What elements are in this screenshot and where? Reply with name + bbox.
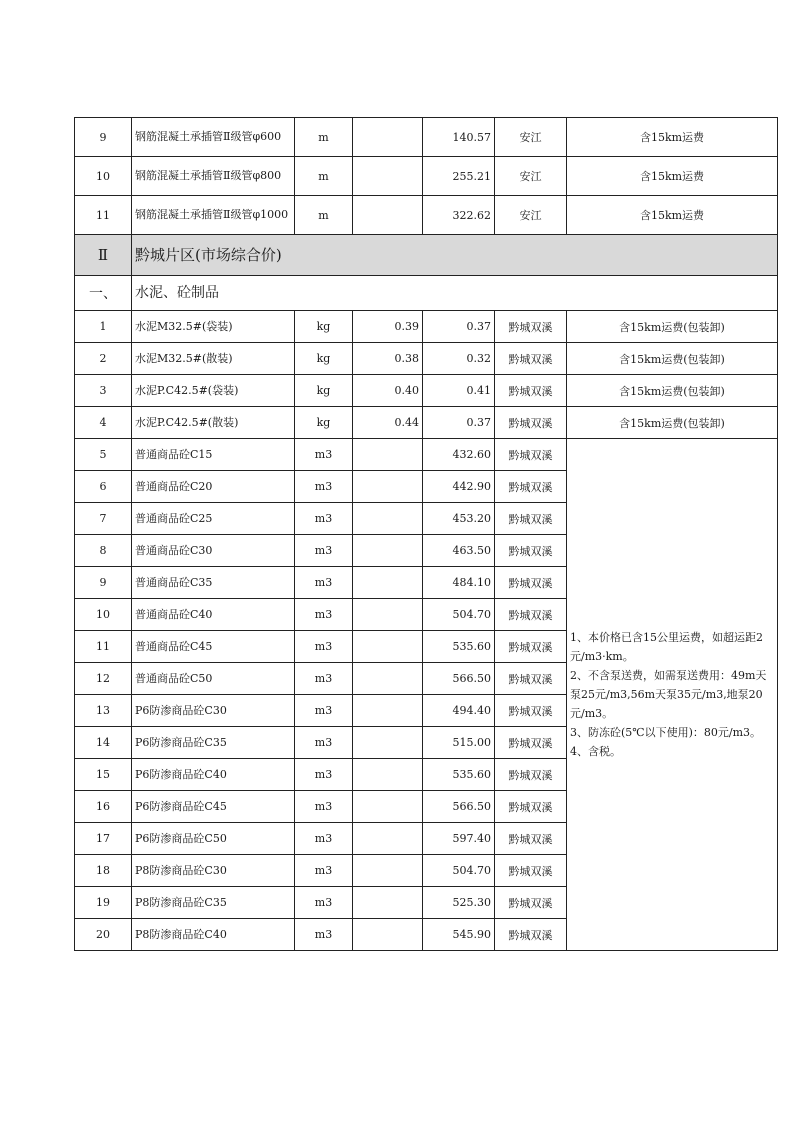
row-number: 3	[75, 375, 132, 407]
table-row	[75, 118, 778, 157]
row-number: 1	[75, 311, 132, 343]
table-row	[75, 439, 778, 471]
material-name: 普通商品砼C45	[132, 631, 295, 663]
reference-price	[353, 759, 423, 791]
supply-location: 黔城双溪	[495, 823, 567, 855]
material-name: 普通商品砼C50	[132, 663, 295, 695]
price: 504.70	[423, 599, 495, 631]
unit: m3	[295, 759, 353, 791]
section-number: Ⅱ	[75, 235, 132, 276]
material-name: P8防渗商品砼C35	[132, 887, 295, 919]
unit: kg	[295, 343, 353, 375]
price: 597.40	[423, 823, 495, 855]
row-number: 9	[75, 567, 132, 599]
table-row	[75, 196, 778, 235]
price: 566.50	[423, 791, 495, 823]
reference-price	[353, 887, 423, 919]
price: 432.60	[423, 439, 495, 471]
row-number: 20	[75, 919, 132, 951]
unit: m3	[295, 791, 353, 823]
reference-price	[353, 157, 423, 196]
unit: m	[295, 157, 353, 196]
material-name: P6防渗商品砼C30	[132, 695, 295, 727]
reference-price	[353, 919, 423, 951]
supply-location: 黔城双溪	[495, 311, 567, 343]
reference-price	[353, 663, 423, 695]
section-title: 黔城片区(市场综合价)	[132, 235, 778, 276]
supply-location: 黔城双溪	[495, 727, 567, 759]
reference-price	[353, 727, 423, 759]
material-name: 普通商品砼C15	[132, 439, 295, 471]
material-name: 普通商品砼C30	[132, 535, 295, 567]
remark-line: 2、不含泵送费，如需泵送费用：49m天泵25元/m3,56m天泵35元/m3,地泵20元/m3。	[570, 669, 767, 720]
material-name: 水泥M32.5#(袋装)	[132, 311, 295, 343]
reference-price	[353, 567, 423, 599]
supply-location: 黔城双溪	[495, 471, 567, 503]
subsection-title: 水泥、砼制品	[132, 276, 778, 311]
unit: m3	[295, 663, 353, 695]
material-name: 钢筋混凝土承插管Ⅱ级管φ1000	[132, 196, 295, 235]
supply-location: 黔城双溪	[495, 567, 567, 599]
supply-location: 安江	[495, 196, 567, 235]
price: 494.40	[423, 695, 495, 727]
supply-location: 安江	[495, 118, 567, 157]
reference-price	[353, 631, 423, 663]
price: 484.10	[423, 567, 495, 599]
material-name: 普通商品砼C35	[132, 567, 295, 599]
price: 504.70	[423, 855, 495, 887]
remark: 含15km运费(包装卸)	[567, 375, 778, 407]
unit: m3	[295, 823, 353, 855]
reference-price: 0.38	[353, 343, 423, 375]
row-number: 12	[75, 663, 132, 695]
unit: kg	[295, 375, 353, 407]
unit: m3	[295, 535, 353, 567]
price: 0.32	[423, 343, 495, 375]
price-table	[74, 117, 778, 951]
unit: kg	[295, 311, 353, 343]
material-name: 水泥M32.5#(散装)	[132, 343, 295, 375]
price: 453.20	[423, 503, 495, 535]
supply-location: 黔城双溪	[495, 695, 567, 727]
unit: m3	[295, 439, 353, 471]
price: 322.62	[423, 196, 495, 235]
price: 535.60	[423, 631, 495, 663]
remark: 含15km运费(包装卸)	[567, 343, 778, 375]
row-number: 14	[75, 727, 132, 759]
material-name: P8防渗商品砼C30	[132, 855, 295, 887]
unit: m	[295, 196, 353, 235]
row-number: 8	[75, 535, 132, 567]
price: 0.37	[423, 407, 495, 439]
material-name: 普通商品砼C25	[132, 503, 295, 535]
reference-price: 0.44	[353, 407, 423, 439]
price: 0.37	[423, 311, 495, 343]
row-number: 11	[75, 631, 132, 663]
reference-price	[353, 196, 423, 235]
supply-location: 黔城双溪	[495, 759, 567, 791]
material-name: 水泥P.C42.5#(袋装)	[132, 375, 295, 407]
supply-location: 黔城双溪	[495, 503, 567, 535]
material-name: P6防渗商品砼C40	[132, 759, 295, 791]
reference-price	[353, 535, 423, 567]
row-number: 19	[75, 887, 132, 919]
unit: m3	[295, 631, 353, 663]
price: 463.50	[423, 535, 495, 567]
unit: m3	[295, 471, 353, 503]
unit: m3	[295, 695, 353, 727]
reference-price	[353, 503, 423, 535]
price: 515.00	[423, 727, 495, 759]
material-name: 水泥P.C42.5#(散装)	[132, 407, 295, 439]
remark-line: 1、本价格已含15公里运费，如超运距2元/m3·km。	[570, 631, 763, 663]
unit: m3	[295, 567, 353, 599]
row-number: 13	[75, 695, 132, 727]
reference-price	[353, 695, 423, 727]
table-row	[75, 157, 778, 196]
price: 140.57	[423, 118, 495, 157]
reference-price	[353, 791, 423, 823]
material-name: P6防渗商品砼C50	[132, 823, 295, 855]
row-number: 10	[75, 157, 132, 196]
remark-line: 3、防冻砼(5℃以下使用)：80元/m3。	[570, 726, 762, 739]
table-row	[75, 343, 778, 375]
row-number: 17	[75, 823, 132, 855]
row-number: 10	[75, 599, 132, 631]
reference-price	[353, 118, 423, 157]
unit: m3	[295, 599, 353, 631]
unit: kg	[295, 407, 353, 439]
price: 545.90	[423, 919, 495, 951]
price: 535.60	[423, 759, 495, 791]
concrete-remark	[567, 439, 778, 951]
supply-location: 黔城双溪	[495, 855, 567, 887]
supply-location: 黔城双溪	[495, 343, 567, 375]
price: 566.50	[423, 663, 495, 695]
supply-location: 黔城双溪	[495, 919, 567, 951]
supply-location: 黔城双溪	[495, 407, 567, 439]
supply-location: 黔城双溪	[495, 535, 567, 567]
row-number: 16	[75, 791, 132, 823]
supply-location: 黔城双溪	[495, 631, 567, 663]
remark-line: 4、含税。	[570, 745, 621, 758]
reference-price	[353, 439, 423, 471]
remark: 含15km运费	[567, 196, 778, 235]
price: 442.90	[423, 471, 495, 503]
subsection-header	[75, 276, 778, 311]
row-number: 9	[75, 118, 132, 157]
unit: m3	[295, 727, 353, 759]
supply-location: 黔城双溪	[495, 599, 567, 631]
remark: 含15km运费(包装卸)	[567, 407, 778, 439]
supply-location: 黔城双溪	[495, 375, 567, 407]
unit: m3	[295, 919, 353, 951]
row-number: 11	[75, 196, 132, 235]
unit: m	[295, 118, 353, 157]
price: 0.41	[423, 375, 495, 407]
row-number: 7	[75, 503, 132, 535]
material-name: P8防渗商品砼C40	[132, 919, 295, 951]
material-name: 钢筋混凝土承插管Ⅱ级管φ800	[132, 157, 295, 196]
reference-price: 0.39	[353, 311, 423, 343]
unit: m3	[295, 855, 353, 887]
reference-price: 0.40	[353, 375, 423, 407]
row-number: 18	[75, 855, 132, 887]
row-number: 6	[75, 471, 132, 503]
reference-price	[353, 471, 423, 503]
subsection-number: 一、	[75, 276, 132, 311]
material-name: P6防渗商品砼C35	[132, 727, 295, 759]
remark: 含15km运费	[567, 157, 778, 196]
row-number: 15	[75, 759, 132, 791]
price: 255.21	[423, 157, 495, 196]
reference-price	[353, 599, 423, 631]
material-name: P6防渗商品砼C45	[132, 791, 295, 823]
unit: m3	[295, 503, 353, 535]
table-row	[75, 311, 778, 343]
table-row	[75, 375, 778, 407]
row-number: 2	[75, 343, 132, 375]
supply-location: 黔城双溪	[495, 887, 567, 919]
row-number: 4	[75, 407, 132, 439]
supply-location: 安江	[495, 157, 567, 196]
unit: m3	[295, 887, 353, 919]
remark: 含15km运费(包装卸)	[567, 311, 778, 343]
remark: 含15km运费	[567, 118, 778, 157]
table-row	[75, 407, 778, 439]
reference-price	[353, 855, 423, 887]
supply-location: 黔城双溪	[495, 791, 567, 823]
row-number: 5	[75, 439, 132, 471]
supply-location: 黔城双溪	[495, 439, 567, 471]
section-header	[75, 235, 778, 276]
reference-price	[353, 823, 423, 855]
price: 525.30	[423, 887, 495, 919]
material-name: 普通商品砼C40	[132, 599, 295, 631]
supply-location: 黔城双溪	[495, 663, 567, 695]
material-name: 普通商品砼C20	[132, 471, 295, 503]
material-name: 钢筋混凝土承插管Ⅱ级管φ600	[132, 118, 295, 157]
